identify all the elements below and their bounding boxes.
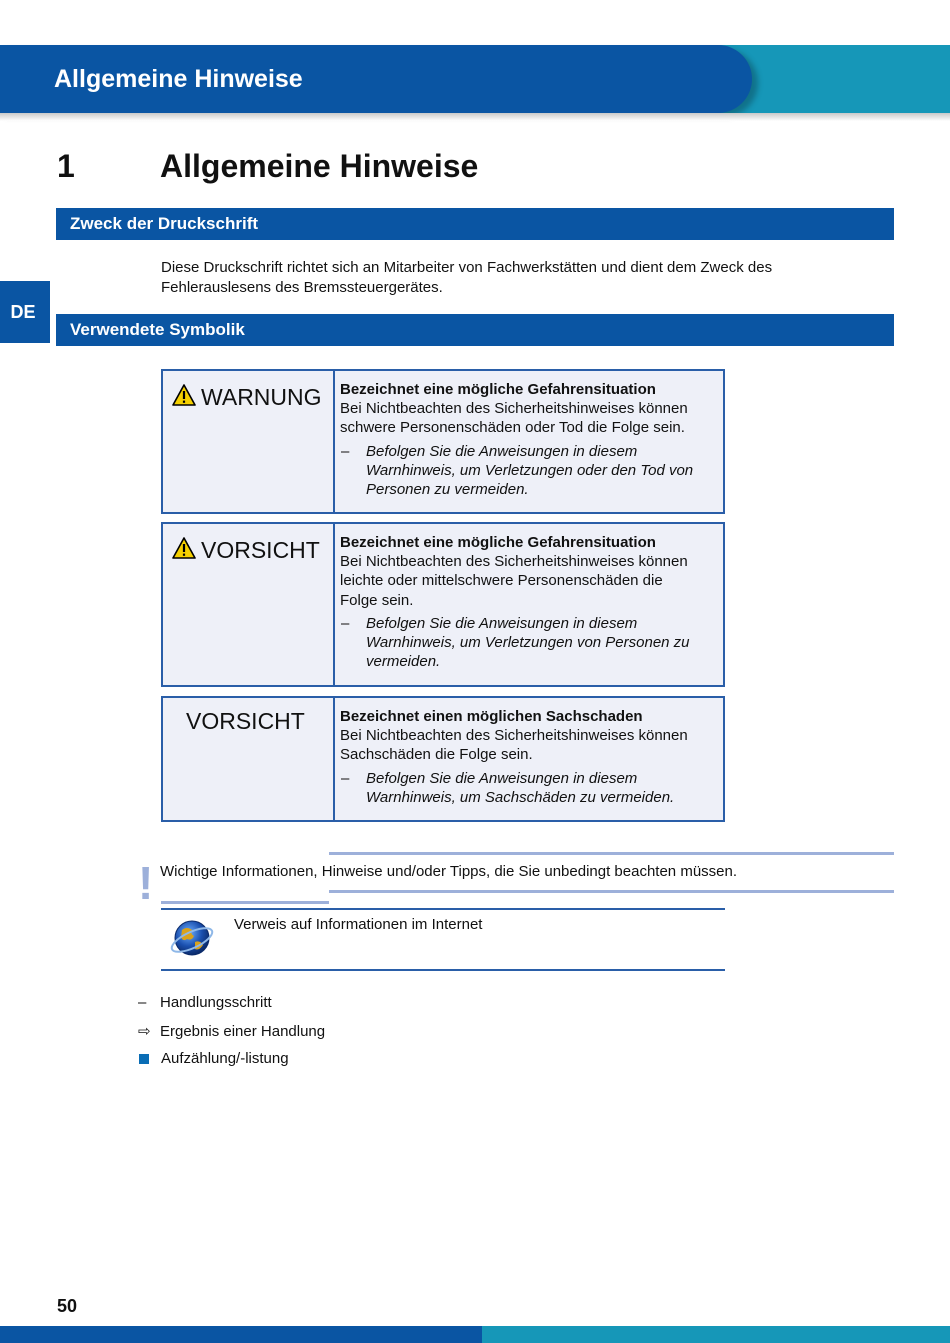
action-step [340,442,717,500]
symbol-description [335,524,723,685]
symbol-heading: Bezeichnet einen möglichen Sachschaden [340,708,643,725]
caution-symbol-box [161,522,725,687]
step-line: Warnhinweis, um Verletzungen von Personen zu [366,634,690,652]
symbol-label: WARNUNG [201,384,322,410]
bullet-square-icon [139,1054,149,1064]
warning-triangle-icon [172,384,196,406]
chapter-title: Allgemeine Hinweise [160,148,479,184]
symbol-body-line: leichte oder mittelschwere Personenschäden die [340,572,663,590]
action-step [340,769,717,807]
step-line: Befolgen Sie die Anweisungen in diesem [366,769,638,787]
note-bottom-line [329,890,894,893]
symbol-body-line: Folge sein. [340,591,414,609]
result-arrow-icon: ⇨ [138,1023,151,1040]
step-dash: – [341,442,350,460]
symbol-description [335,698,723,820]
step-line: Befolgen Sie die Anweisungen in diesem [366,614,638,632]
symbol-heading: Bezeichnet eine mögliche Gefahrensituation [340,534,656,551]
exclamation-icon: ! [138,857,154,909]
chapter-number: 1 [57,148,75,184]
purpose-text-line: Fehlerauslesens des Bremssteuergerätes. [161,278,443,296]
symbol-label-cell [163,524,335,685]
legend-item-list [138,1050,289,1067]
footer-band [0,1326,482,1343]
symbol-heading: Bezeichnet eine mögliche Gefahrensituation [340,381,656,398]
legend-label: Aufzählung/-listung [161,1050,289,1067]
symbol-label-cell [163,698,335,820]
section-bar-symbols: Verwendete Symbolik [56,314,894,346]
footer-band-accent [482,1326,950,1343]
action-step [340,614,717,672]
purpose-text [161,258,861,297]
section-bar-purpose: Zweck der Druckschrift [56,208,894,240]
page-number: 50 [57,1296,78,1316]
symbol-body-line: schwere Personenschäden oder Tod die Folge sein. [340,419,685,437]
note-lower-line [161,901,329,904]
warning-triangle-icon [172,537,196,559]
note-top-line [329,852,894,855]
purpose-text-line: Diese Druckschrift richtet sich an Mitarbeiter von Fachwerkstätten und dient dem Zweck des [161,259,773,276]
globe-internet-icon [170,918,216,960]
web-note-text: Verweis auf Informationen im Internet [234,916,483,933]
symbol-body-line: Bei Nichtbeachten des Sicherheitshinweises können [340,400,688,418]
header-shadow [0,113,950,121]
web-note-bottom-line [161,969,725,971]
symbol-label: VORSICHT [186,708,305,734]
property-caution-symbol-box [161,696,725,822]
step-line: Befolgen Sie die Anweisungen in diesem [366,442,638,460]
legend-label: Ergebnis einer Handlung [160,1022,326,1040]
step-line: Warnhinweis, um Verletzungen oder den Tod von [366,461,694,479]
step-line: Personen zu vermeiden. [366,481,529,499]
legend-item-result [138,1022,325,1040]
symbol-description [335,371,723,512]
symbol-label: VORSICHT [201,537,320,563]
legend-item-step [138,994,272,1011]
symbol-body-line: Bei Nichtbeachten des Sicherheitshinweises können [340,727,688,745]
step-line: vermeiden. [366,653,441,671]
web-note-top-line [161,908,725,910]
step-line: Warnhinweis, um Sachschäden zu vermeiden. [366,788,675,806]
step-dash: – [341,769,350,787]
language-tab: DE [0,281,50,343]
header-title: Allgemeine Hinweise [54,65,303,93]
dash-icon: – [138,994,147,1011]
symbol-body-line: Bei Nichtbeachten des Sicherheitshinweises können [340,553,688,571]
legend-label: Handlungsschritt [160,994,272,1011]
symbol-body-line: Sachschäden die Folge sein. [340,746,533,764]
step-dash: – [341,614,350,632]
important-note-text: Wichtige Informationen, Hinweise und/oder Tipps, die Sie unbedingt beachten müssen. [160,863,738,880]
warning-symbol-box [161,369,725,514]
symbol-label-cell [163,371,335,512]
